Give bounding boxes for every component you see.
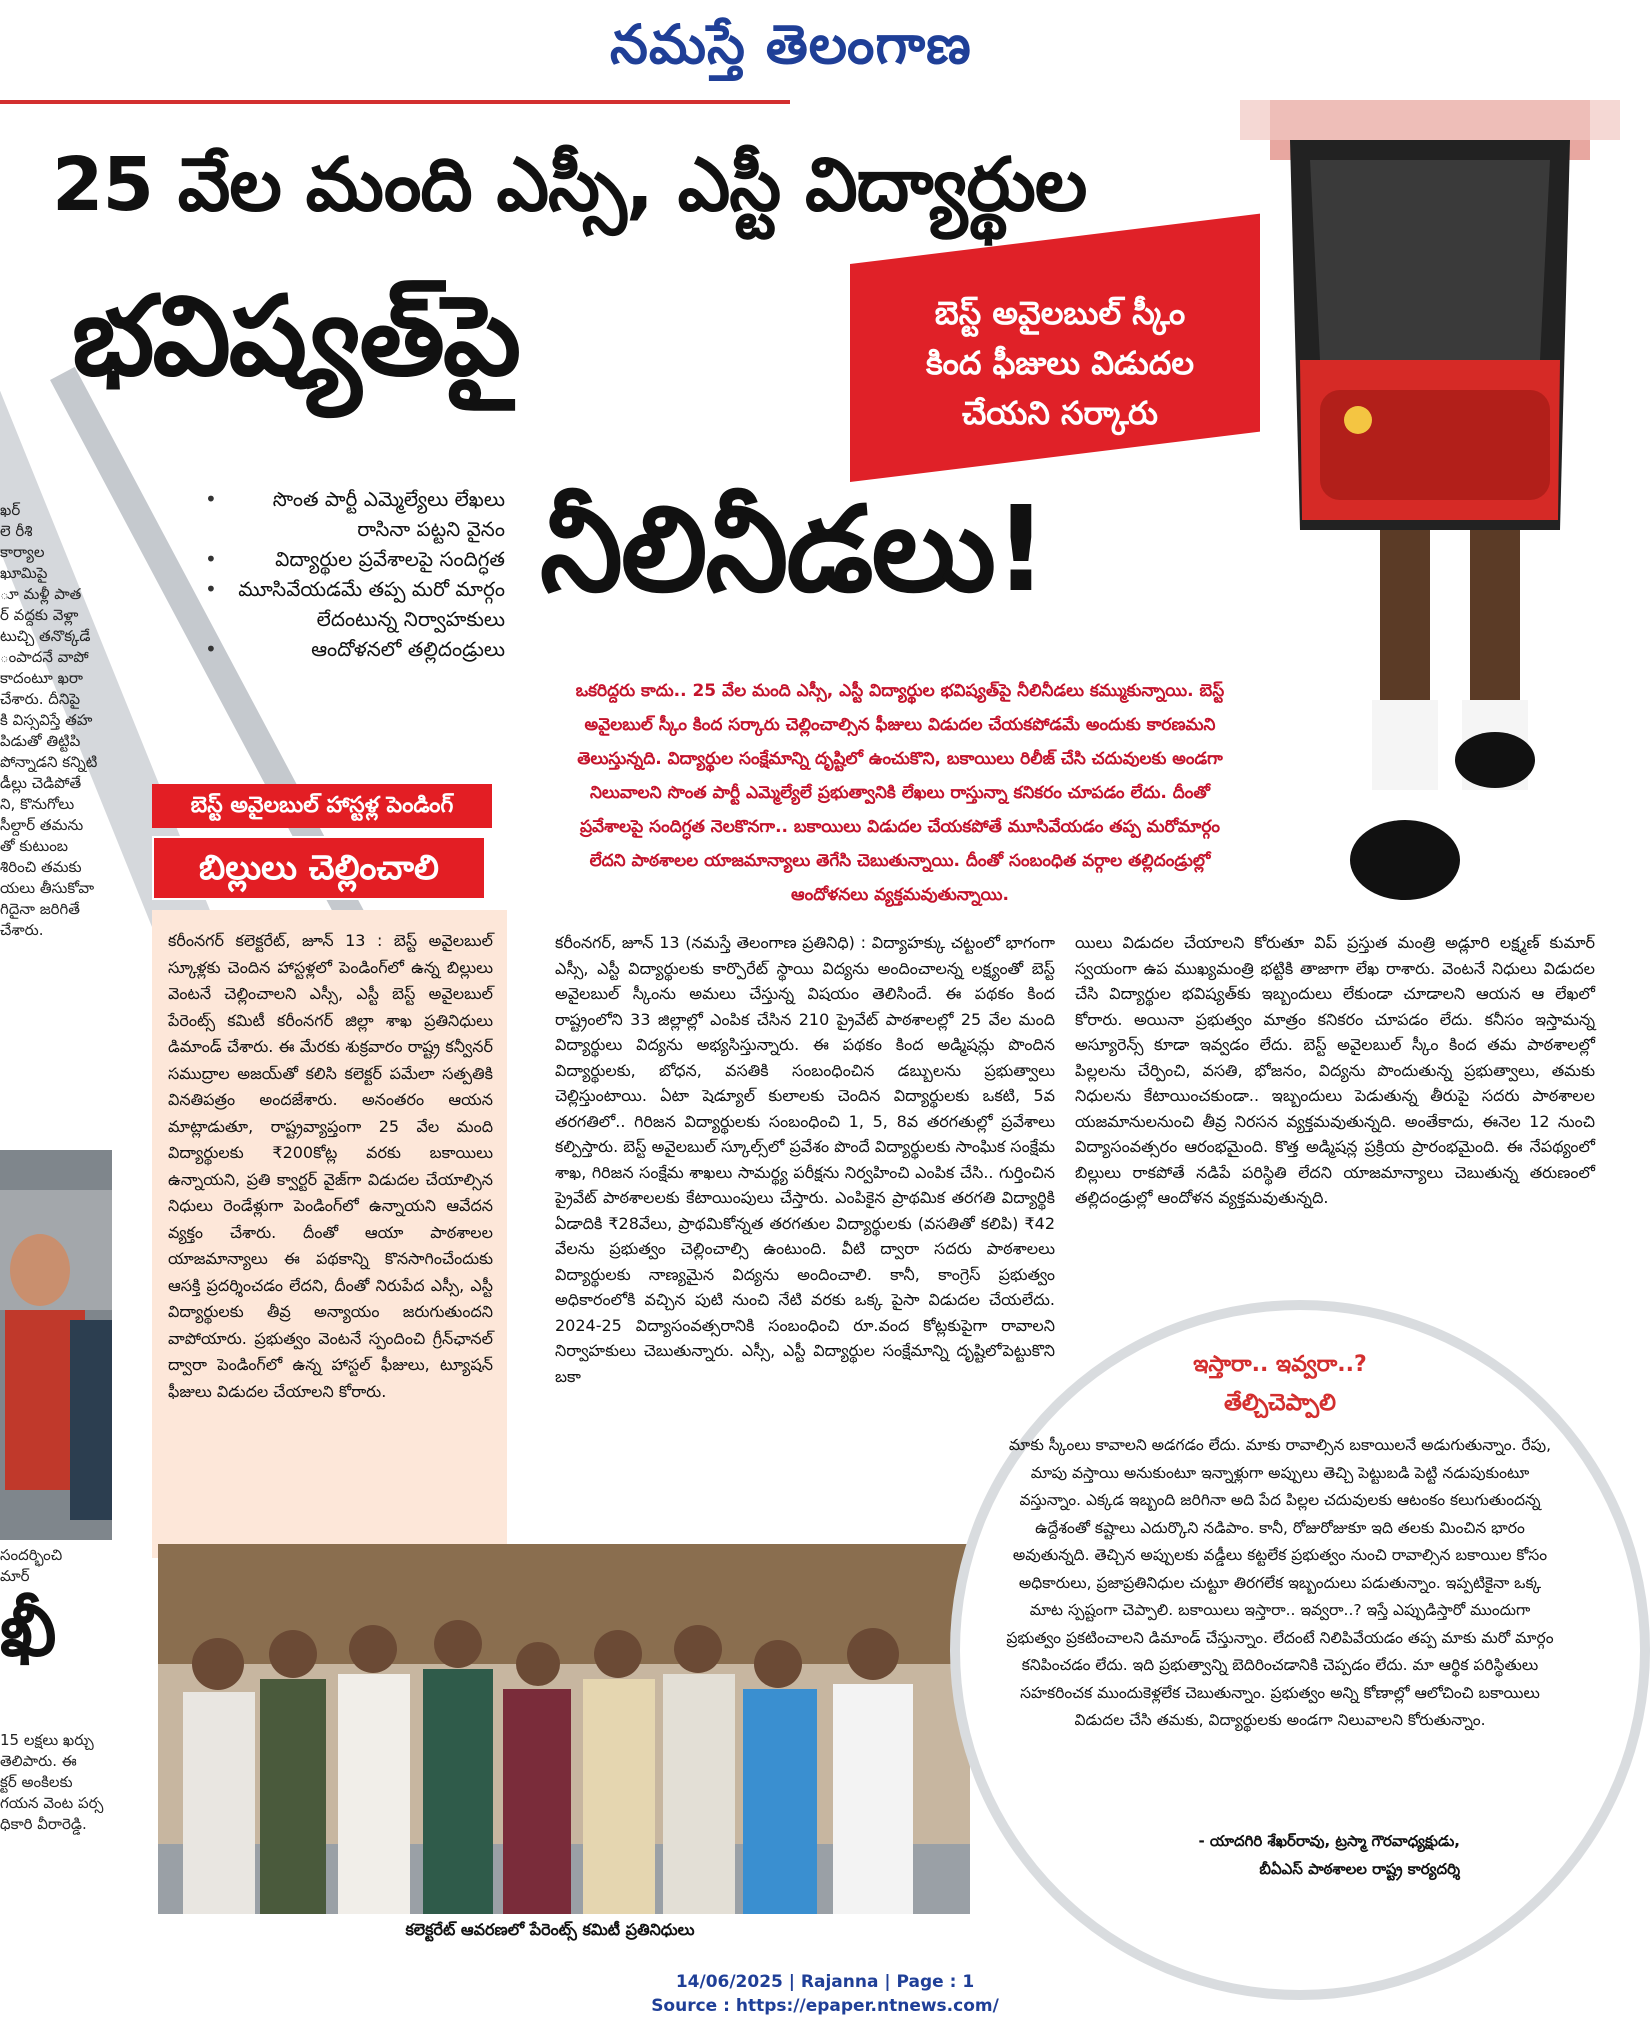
strip-line: కి విస్సవిస్తే తహ: [0, 711, 93, 729]
left-strip-headline: ఖీ: [0, 1588, 57, 1672]
strip-line: క్టర్ అంకిలకు: [0, 1773, 73, 1791]
masthead-divider: [0, 100, 790, 104]
article-column-2: యిలు విడుదల చేయాలని కోరుతూ విప్ ప్రస్తుత మంత్రి అడ్లూరి లక్ష్మణ్ కుమార్ స్వయంగా ఉప ముఖ్యమంత్రి భట్టికి తాజాగా లేఖ రాశారు. వెంటనే నిధులు విడుదల చేసి విద్యార్థుల భవిష్యత్‌కు ఇబ్బందులు లేకుండా చూడాలని ఆయన ఆ లేఖలో కోరారు. అయినా ప్రభుత్వం మాత్రం కనికరం చూపడం లేదు. కనీసం ఇస్తామన్న అస్యూరెన్స్ కూడా ఇవ్వడం లేదు. బెస్ట్ అవైలబుల్ స్కీం కింద తమ పాఠశాలల్లో పిల్లలను చేర్పించి, వసతి, భోజనం, విద్యను పొందుతున్న ప్రభుత్వాలు, తమకు నిధులను కేటాయించకుండా.. ఇబ్బందులు పెడుతున్న తీరుపై సదరు పాఠశాలల యజమానులనుంచి తీవ్ర నిరసన వ్యక్తమవుతున్నది. అంతేకాదు, ఈనెల 12 నుంచి విద్యాసంవత్సరం ఆరంభమైంది. కొత్త అడ్మిషన్ల ప్రక్రియ ప్రారంభమైంది. ఈ నేపథ్యంలో బిల్లులు రాకపోతే నడిపే పరిస్థితి లేదని యాజమాన్యాలు చెబుతున్న తరుణంలో తల్లిదండ్రుల్లో ఆందోళన వ్యక్తమవుతున్నది.: [1075, 933, 1595, 1207]
photo-caption: కలెక్టరేట్ ఆవరణలో పేరెంట్స్ కమిటీ ప్రతినిధులు: [405, 1920, 695, 1939]
strip-line: కాదంటూ ఖరా: [0, 669, 83, 687]
strip-line: సీల్దార్ తమను: [0, 816, 84, 834]
strip-line: తెలిపారు. ఈ: [0, 1752, 77, 1770]
strip-line: గయన వెంట పర్స: [0, 1794, 104, 1812]
masthead: [0, 0, 1652, 100]
strip-line: తో కుటుంబ: [0, 837, 69, 855]
newspaper-title: నమస్తే తెలంగాణ: [610, 12, 972, 76]
strip-line: పోన్నాడని కన్నిటి: [0, 753, 98, 771]
strip-line: ూ మళ్లీ పాత: [0, 585, 82, 603]
bullet-list: [205, 484, 505, 664]
article-column-1: కరీంనగర్, జూన్ 13 (నమస్తే తెలంగాణ ప్రతినిధి) : విద్యాహక్కు చట్టంలో భాగంగా ఎస్సీ, ఎస్టీ విద్యార్థులకు కార్పొరేట్ స్థాయి విద్యను అందించాలన్న లక్ష్యంతో బెస్ట్ అవైలబుల్ స్కీంను అమలు చేస్తున్న విషయం తెలిసిందే. ఈ పథకం కింద రాష్ట్రంలోని 33 జిల్లాల్లో ఎంపిక చేసిన 210 ప్రైవేట్ పాఠశాలల్లో 25 వేల మంది విద్యార్థులు విద్యను అభ్యసిస్తున్నారు. ఈ పథకం కింద అడ్మిషన్లు పొందిన విద్యార్థులకు, బోధన, వసతికి సంబంధించిన డబ్బులను ప్రభుత్వాలు చెల్లిస్తుంటాయి. ఏటా షెడ్యూల్ కులాలకు చెందిన విద్యార్థులకు ఒకటి, 5వ తరగతిలో.. గిరిజన విద్యార్థులకు సంబంధించి 1, 5, 8వ తరగతుల్లో ప్రవేశాలు కల్పిస్తారు. బెస్ట్ అవైలబుల్ స్కూల్స్‌లో ప్రవేశం పొందే విద్యార్థులకు సాంఘిక సంక్షేమ శాఖ, గిరిజన సంక్షేమ శాఖలు సామర్థ్య పరీక్షను నిర్వహించి ఎంపిక చేసి.. గుర్తించిన ప్రైవేట్ పాఠశాలలకు కేటాయింపులు చేస్తారు. ఎంపికైన ప్రాథమిక తరగతి విద్యార్థికి ఏడాదికి ₹28వేలు, ప్రాథమికోన్నత తరగతుల విద్యార్థులకు (వసతితో కలిపి) ₹42 వేలను ప్రభుత్వం చెల్లించాల్సి ఉంటుంది. వీటి ద్వారా సదరు పాఠశాలలు విద్యార్థులకు నాణ్యమైన విద్యను అందించాలి. కానీ, కాంగ్రెస్ ప్రభుత్వం అధికారంలోకి వచ్చిన పుటి నుంచి నేటి వరకు ఒక్క పైసా విడుదల చేయలేదు. 2024-25 విద్యాసంవత్సరానికి సంబంధించి రూ.వంద కోట్లకుపైగా రావాలని నిర్వాహకులు చెబుతున్నారు. ఎస్సీ, ఎస్టీ విద్యార్థుల సంక్షేమాన్ని దృష్టిలోపెట్టుకొని బకా: [555, 933, 1055, 1386]
quote-heading: ఇస్తారా.. ఇవ్వరా..?: [1193, 1352, 1367, 1377]
headline-line-2: భవిష్యత్‌పై: [72, 272, 520, 400]
bullet-item: • మూసివేయడమే తప్ప మరో మార్గం లేదంటున్న నిర్వాహకులు: [205, 574, 505, 634]
strip-line: ఖూమిపై: [0, 564, 48, 582]
strip-line: సందర్భించి: [0, 1546, 63, 1564]
strip-line: కార్యాల: [0, 543, 45, 561]
headline-line-1: 25 వేల మంది ఎస్సీ, ఎస్టీ విద్యార్థుల: [52, 142, 1087, 228]
sidebox-body: కరీంనగర్ కలెక్టరేట్, జూన్ 13 : బెస్ట్ అవైలబుల్ స్కూళ్లకు చెందిన హాస్టళ్లలో పెండింగ్‌లో ఉన్న బిల్లులు వెంటనే చెల్లించాలని ఎస్సీ, ఎస్టీ బెస్ట్ అవైలబుల్ పేరెంట్స్ కమిటీ కరీంనగర్ జిల్లా శాఖ ప్రతినిధులు డిమాండ్ చేశారు. ఈ మేరకు శుక్రవారం రాష్ట్ర కన్వీనర్ సముద్రాల అజయ్‌తో కలిసి కలెక్టర్ పమేలా సత్పతికి వినతిపత్రం అందజేశారు. అనంతరం ఆయన మాట్లాడుతూ, రాష్ట్రవ్యాప్తంగా 25 వేల మంది విద్యార్థులకు ₹200కోట్ల వరకు బకాయిలు ఉన్నాయని, ప్రతి క్వార్టర్ వైజ్‌గా విడుదల చేయాల్సిన నిధులు రెండేళ్లుగా పెండింగ్‌లో ఉన్నాయని ఆవేదన వ్యక్తం చేశారు. దీంతో ఆయా పాఠశాలల యాజమాన్యాలు ఈ పథకాన్ని కొనసాగించేందుకు ఆసక్తి ప్రదర్శించడం లేదని, దీంతో నిరుపేద ఎస్సీ, ఎస్టీ విద్యార్థులకు తీవ్ర అన్యాయం జరుగుతుందని వాపోయారు. ప్రభుత్వం వెంటనే స్పందించి గ్రీన్‌ఛానల్ ద్వారా పెండింగ్‌లో ఉన్న హాస్టల్ ఫీజులు, ట్యూషన్ ఫీజులు విడుదల చేయాలని కోరారు.: [168, 931, 493, 1401]
strip-line: శిరించి తమకు: [0, 858, 82, 876]
quote-author-title: బీఏఎస్ పాఠశాలల రాష్ట్ర కార్యదర్శి: [1259, 1860, 1460, 1878]
strip-line: గిదైనా జరిగితే: [0, 900, 80, 918]
strip-line: ంపాదనే వాపో: [0, 648, 89, 666]
footer-date-page: 14/06/2025 | Rajanna | Page : 1: [675, 1972, 975, 1992]
strip-line: 15 లక్షలు ఖర్చు: [0, 1731, 94, 1749]
strip-line: చేశారు. దీనిపై: [0, 690, 81, 708]
callout-text: [870, 288, 1250, 438]
bullet-item: • ఆందోళనలో తల్లిదండ్రులు: [205, 634, 505, 664]
sidebox-subheading: బిల్లులు చెల్లించాలి: [152, 836, 486, 900]
quote-subheading: తేల్చిచెప్పాలి: [1224, 1390, 1336, 1416]
strip-line: ధికారి వీరారెడ్డి.: [0, 1815, 87, 1833]
strip-line: పిడుతో తిట్టిపి: [0, 732, 81, 750]
quote-author: - యాదగిరి శేఖర్‌రావు, ట్రస్మా గౌరవాధ్యక్షుడు,: [1198, 1832, 1460, 1850]
left-strip-caption: [0, 1545, 112, 1587]
left-strip-photo: [0, 1150, 112, 1540]
left-strip-text: [0, 500, 112, 941]
sidebox-heading: బెస్ట్ అవైలబుల్ హాస్టళ్ల పెండింగ్: [152, 784, 492, 828]
strip-line: ఖర్: [0, 501, 21, 519]
left-strip-text-bottom: [0, 1730, 112, 1835]
callout-line: కింద ఫీజులు విడుదల: [925, 344, 1195, 382]
strip-line: ర్ వద్దకు వెళ్లా: [0, 606, 79, 624]
article-intro: ఒకరిద్దరు కాదు.. 25 వేల మంది ఎస్సీ, ఎస్టీ విద్యార్థుల భవిష్యత్‌పై నీలినీడలు కమ్ముకున్నాయి. బెస్ట్ అవైలబుల్ స్కీం కింద సర్కారు చెల్లించాల్సిన ఫీజులు విడుదల చేయకపోడమే అందుకు కారణమని తెలుస్తున్నది. విద్యార్థుల సంక్షేమాన్ని దృష్టిలో ఉంచుకొని, బకాయిలు రిలీజ్ చేసి చదువులకు అండగా నిలువాలని సొంత పార్టీ ఎమ్మెల్యేలే ప్రభుత్వానికి లేఖలు రాస్తున్నా కనికరం చూపడం లేదు. దీంతో ప్రవేశాలపై సందిగ్ధత నెలకొనగా.. బకాయిలు విడుదల చేయకపోతే మూసివేయడం తప్ప మరోమార్గం లేదని పాఠశాలల యాజమాన్యాలు తెగేసి చెబుతున్నాయి. దీంతో సంబంధిత వర్గాల తల్లిదండ్రుల్లో ఆందోళనలు వ్యక్తమవుతున్నాయి.: [575, 681, 1225, 905]
strip-line: టుచ్చి తనొక్కడే: [0, 627, 91, 645]
headline-line-3: నీలినీడలు!: [540, 480, 1046, 618]
strip-line: డీల్లు చెడిపోతే: [0, 774, 82, 792]
bullet-item: • సొంత పార్టీ ఎమ్మెల్యేలు లేఖలు రాసినా పట్టని వైనం: [205, 484, 505, 544]
strip-line: మార్: [0, 1567, 30, 1585]
bullet-item: • విద్యార్థుల ప్రవేశాలపై సందిగ్ధత: [205, 544, 505, 574]
strip-line: చేశారు.: [0, 921, 44, 939]
quote-body: మాకు స్కీంలు కావాలని అడగడం లేదు. మాకు రావాల్సిన బకాయిలనే అడుగుతున్నాం. రేపు, మాపు వస్తాయి అనుకుంటూ ఇన్నాళ్లుగా అప్పులు తెచ్చి పెట్టుబడి పెట్టి నడుపుకుంటూ వస్తున్నాం. ఎక్కడ ఇబ్బంది జరిగినా అది పేద పిల్లల చదువులకు ఆటంకం కలుగుతుందన్న ఉద్దేశంతో కష్టాలు ఎదుర్కొని నడిపాం. కానీ, రోజురోజుకూ ఇది తలకు మించిన భారం అవుతున్నది. తెచ్చిన అప్పులకు వడ్డీలు కట్టలేక ప్రభుత్వం నుంచి రావాల్సిన బకాయిల కోసం అధికారులు, ప్రజాప్రతినిధుల చుట్టూ తిరగలేక ఇబ్బందులు పడుతున్నాం. ఇప్పటికైనా ఒక్క మాట స్పష్టంగా చెప్పాలి. బకాయిలు ఇస్తారా.. ఇవ్వరా..? ఇస్తే ఎప్పుడిస్తారో ముందుగా ప్రభుత్వం ప్రకటించాలని డిమాండ్ చేస్తున్నాం. లేదంటే నిలిపివేయడం తప్ప మాకు మరో మార్గం కనిపించడం లేదు. ఇది ప్రభుత్వాన్ని బెదిరించడానికి చెప్పడం లేదు. మా ఆర్థిక పరిస్థితులు సహకరించక ముందుకెళ్లలేక చెబుతున్నాం. ప్రభుత్వం అన్ని కోణాల్లో ఆలోచించి బకాయిలు విడుదల చేసి తమకు, విద్యార్థులకు అండగా నిలువాలని కోరుతున్నాం.: [1006, 1436, 1554, 1729]
callout-line: బెస్ట్ అవైలబుల్ స్కీం: [934, 294, 1186, 332]
strip-line: ని, కొనుగోలు: [0, 795, 75, 813]
callout-line: చేయని సర్కారు: [961, 394, 1159, 432]
strip-line: యలు తీసుకోవా: [0, 879, 95, 897]
strip-line: లె రీశి: [0, 522, 33, 540]
group-photo: [158, 1544, 970, 1914]
footer-source: Source : https://epaper.ntnews.com/: [651, 1996, 999, 2016]
student-backpack-photo: [1240, 100, 1620, 900]
